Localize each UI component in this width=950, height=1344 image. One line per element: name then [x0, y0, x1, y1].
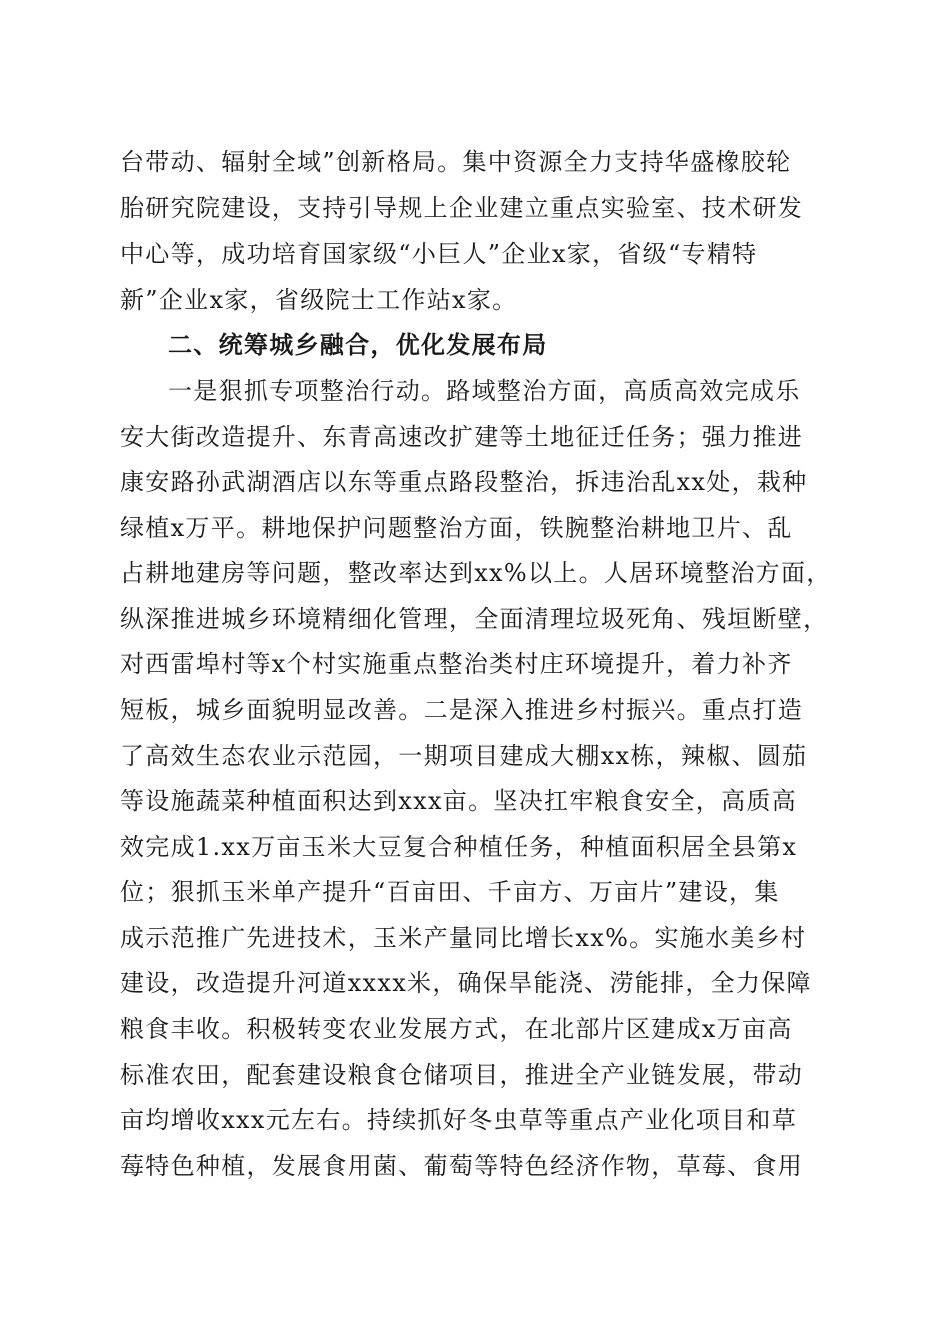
section-heading: 二、统筹城乡融合，优化发展布局: [168, 330, 548, 359]
body-line-3: 中心等，成功培育国家级“小巨人”企业x家，省级“专精特: [120, 240, 758, 268]
body-line-22: 莓特色种植，发展食用菌、葡萄等特色经济作物，草莓、食用: [120, 1152, 804, 1180]
body-line-13: 了高效生态农业示范园，一期项目建成大棚xx栋，辣椒、圆茄: [120, 742, 808, 770]
body-line-14: 等设施蔬菜种植面积达到xxx亩。坚决扛牢粮食安全，高质高: [120, 787, 798, 815]
body-line-11: 对西雷埠村等x个村实施重点整治类村庄环境提升，着力补齐: [120, 650, 793, 678]
body-line-10: 纵深推进城乡环境精细化管理，全面清理垃圾死角、残垣断壁，: [120, 605, 829, 633]
body-line-7: 康安路孙武湖酒店以东等重点路段整治，拆违治乱xx处，栽种: [120, 468, 808, 496]
body-line-16: 位；狠抓玉米单产提升“百亩田、千亩方、万亩片”建设，集: [120, 878, 780, 906]
body-line-1: 台带动、辐射全域”创新格局。集中资源全力支持华盛橡胶轮: [120, 148, 792, 176]
body-line-6: 安大街改造提升、东青高速改扩建等土地征迁任务；强力推进: [120, 423, 804, 451]
body-line-18: 建设，改造提升河道xxxx米，确保旱能浇、涝能排，全力保障: [120, 969, 812, 997]
body-line-21: 亩均增收xxx元左右。持续抓好冬虫草等重点产业化项目和草: [120, 1106, 798, 1134]
body-line-2: 胎研究院建设，支持引导规上企业建立重点实验室、技术研发: [120, 194, 804, 222]
body-line-17: 成示范推广先进技术，玉米产量同比增长xx%。实施水美乡村: [120, 924, 807, 952]
body-line-8: 绿植x万平。耕地保护问题整治方面，铁腕整治耕地卫片、乱: [120, 514, 793, 542]
body-line-5: 一是狠抓专项整治行动。路域整治方面，高质高效完成乐: [168, 377, 801, 405]
body-line-15: 效完成1.xx万亩玉米大豆复合种植任务，种植面积居全县第x: [120, 833, 798, 861]
body-line-20: 标准农田，配套建设粮食仓储项目，推进全产业链发展，带动: [120, 1061, 804, 1089]
body-line-12: 短板，城乡面貌明显改善。二是深入推进乡村振兴。重点打造: [120, 696, 804, 724]
body-line-19: 粮食丰收。积极转变农业发展方式，在北部片区建成x万亩高: [120, 1015, 793, 1043]
body-line-4: 新”企业x家，省级院士工作站x家。: [120, 286, 518, 314]
body-line-9: 占耕地建房等问题，整改率达到xx%以上。人居环境整治方面，: [120, 559, 832, 587]
